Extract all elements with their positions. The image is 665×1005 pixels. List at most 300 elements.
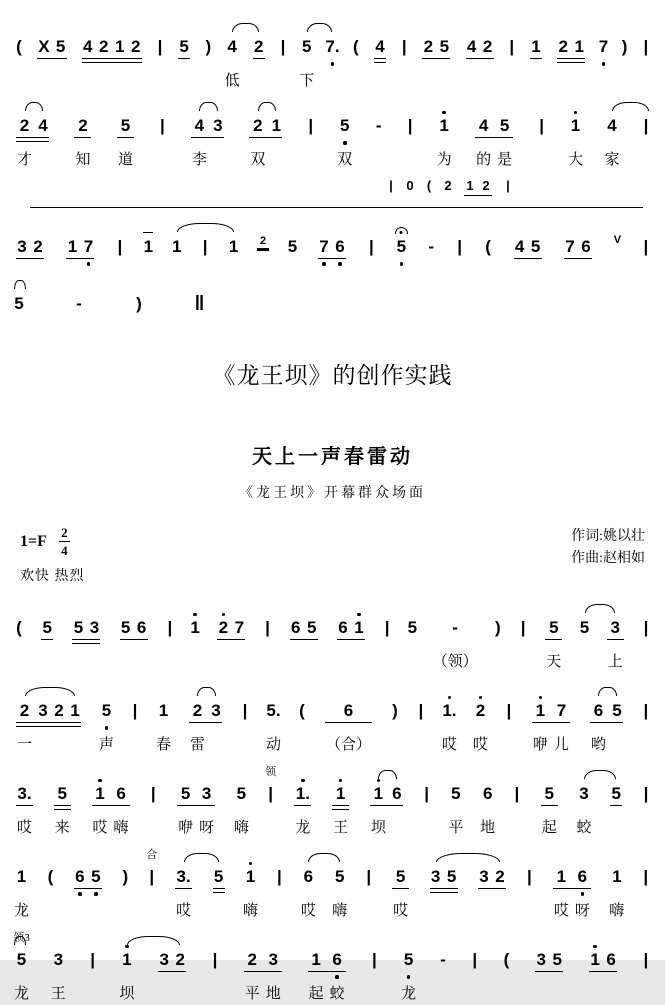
- note-glyph: |: [418, 701, 424, 720]
- note-glyph: 5: [552, 950, 563, 969]
- note-glyph: |: [265, 618, 270, 637]
- barline: [240, 684, 250, 756]
- note-glyph: 1.: [295, 784, 310, 803]
- note-glyph: |: [643, 237, 649, 256]
- note-glyph: 2: [175, 950, 185, 969]
- note-glyph: 2: [192, 701, 203, 720]
- note-token: [426, 220, 436, 270]
- note-glyph: 1: [115, 37, 125, 56]
- note-token: [243, 850, 258, 922]
- note-token: [558, 20, 568, 92]
- beam-group: [72, 99, 93, 171]
- octave-dot-above: [339, 779, 343, 783]
- octave-dot-below: [331, 62, 335, 66]
- barline: [641, 684, 651, 756]
- note-glyph: 6: [136, 618, 147, 637]
- note-glyph: |: [212, 950, 218, 969]
- note-glyph: ): [205, 37, 212, 56]
- note-token: [609, 850, 624, 922]
- note-glyph: 2: [482, 178, 490, 193]
- note-token: [598, 20, 608, 92]
- note-glyph: 6: [291, 618, 301, 637]
- barline: [148, 767, 158, 839]
- slur-tie: [177, 223, 234, 232]
- note-glyph: 2: [78, 116, 88, 135]
- score-meta: [14, 526, 651, 585]
- note-glyph: 5: [611, 784, 621, 803]
- note-token: [45, 850, 55, 922]
- note-glyph: 5: [180, 784, 191, 803]
- note-token: [203, 20, 213, 92]
- note-token: [319, 220, 329, 270]
- note-glyph: 5: [42, 618, 52, 637]
- key-label: 1=F: [20, 532, 47, 550]
- octave-dot-above: [222, 613, 226, 617]
- octave-dot-below: [407, 975, 411, 979]
- lyric: 地: [480, 820, 496, 836]
- note-glyph: 1: [466, 178, 474, 193]
- lyric: 一: [17, 737, 33, 753]
- beam-group: [530, 684, 572, 756]
- note-glyph: 1: [143, 237, 154, 256]
- barline: [263, 601, 273, 673]
- note-glyph: |: [277, 867, 282, 886]
- note-token: [179, 20, 189, 92]
- note-glyph: 5: [55, 37, 66, 56]
- slur-tie: [584, 770, 616, 779]
- octave-dot-below: [105, 726, 109, 730]
- note-glyph: 7: [234, 618, 245, 637]
- lyric: 地: [265, 986, 281, 1002]
- beam-group: [543, 601, 564, 673]
- note-glyph: 1: [612, 867, 622, 886]
- note-glyph: |: [242, 701, 248, 720]
- note-glyph: |: [90, 950, 95, 969]
- beam-group: [539, 767, 560, 839]
- note-token: [75, 99, 90, 171]
- note-glyph: 7: [565, 237, 575, 256]
- beam-group: [176, 20, 192, 92]
- barline: [507, 20, 517, 92]
- note-token: [546, 601, 561, 673]
- barline: [504, 684, 514, 756]
- note-glyph: 3: [213, 116, 223, 135]
- note-glyph: 1: [172, 237, 182, 256]
- voice-annotation: 领3: [13, 932, 30, 944]
- lyric: 龙: [14, 986, 30, 1002]
- note-glyph: 2: [131, 37, 141, 56]
- beam-group: [316, 220, 348, 270]
- note-glyph: 1: [574, 37, 584, 56]
- beam-group: [587, 933, 619, 1005]
- note-glyph: |: [643, 867, 649, 886]
- beam-group: [330, 767, 351, 839]
- slur-tie: [308, 853, 339, 862]
- note-glyph: 2: [423, 37, 434, 56]
- note-token: [467, 20, 477, 92]
- note-token: [493, 601, 503, 673]
- note-glyph: 5: [335, 867, 345, 886]
- note-token: [497, 99, 512, 171]
- note-token: [83, 20, 93, 92]
- note-token: [533, 684, 548, 756]
- beam-group: [90, 767, 132, 839]
- note-glyph: 2: [257, 234, 269, 249]
- note-token: [115, 20, 125, 92]
- note-token: [568, 99, 583, 171]
- lyric: 动: [265, 737, 281, 753]
- note-token: [338, 601, 348, 673]
- note-token: [390, 684, 400, 756]
- lyric: 哎: [92, 820, 108, 836]
- note-token: [337, 99, 352, 171]
- lyric: 知: [75, 152, 91, 168]
- lyricist-credit: 作词:姚以壮: [571, 529, 645, 544]
- note-glyph: 5: [57, 784, 67, 803]
- barline: [518, 601, 528, 673]
- beam-group: [175, 767, 217, 839]
- note-glyph: 5: [499, 116, 510, 135]
- note-glyph: |: [384, 618, 390, 637]
- note-glyph: (: [426, 178, 432, 193]
- barline: [503, 170, 513, 198]
- main-score: [14, 601, 651, 1005]
- octave-dot-above: [593, 945, 597, 949]
- note-token: [502, 933, 512, 1005]
- note-token: [554, 684, 569, 756]
- note-token: [266, 933, 281, 1005]
- note-token: [574, 20, 584, 92]
- octave-dot-below: [322, 262, 326, 266]
- lyric: 咿: [532, 737, 548, 753]
- note-glyph: 7: [319, 237, 329, 256]
- note-glyph: |: [150, 784, 156, 803]
- slur-tie: [258, 102, 277, 111]
- note-glyph: 5.: [266, 701, 281, 720]
- barline: [155, 20, 165, 92]
- note-glyph: 5: [446, 867, 457, 886]
- barline: [386, 170, 396, 198]
- note-glyph: 2: [99, 37, 109, 56]
- final-barline: [194, 277, 204, 327]
- lyric: 平: [448, 820, 464, 836]
- slur-tie: [199, 102, 218, 111]
- note-token: [581, 220, 591, 270]
- note-token: [620, 20, 630, 92]
- note-glyph: 3: [89, 618, 100, 637]
- lyric: 的: [476, 152, 492, 168]
- note-token: [606, 933, 616, 1005]
- barline: [641, 601, 651, 673]
- note-glyph: 6: [303, 867, 314, 886]
- note-glyph: 1: [590, 950, 600, 969]
- note-glyph: 1: [335, 784, 346, 803]
- octave-dot-above: [448, 696, 452, 700]
- note-token: [407, 601, 417, 673]
- note-glyph: 1: [245, 867, 256, 886]
- beam-group: [420, 20, 452, 92]
- fraction-line: [59, 541, 70, 542]
- barline: [382, 601, 392, 673]
- lyric: 蛟: [576, 820, 592, 836]
- note-token: [93, 767, 108, 839]
- note-glyph: 3: [38, 701, 48, 720]
- note-glyph: |: [157, 37, 163, 56]
- note-token: [330, 933, 345, 1005]
- note-glyph: 1: [271, 116, 282, 135]
- lyric: 嗨: [113, 820, 129, 836]
- beam-group: [118, 601, 150, 673]
- note-token: [575, 850, 590, 922]
- barline: [537, 99, 547, 171]
- note-token: [73, 601, 83, 673]
- barline: [641, 933, 651, 1005]
- barline: [524, 850, 534, 922]
- note-glyph: |: [268, 784, 273, 803]
- octave-dot-below: [400, 262, 404, 266]
- note-token: [443, 170, 453, 198]
- lyric: 哎: [553, 903, 569, 919]
- barline: [512, 767, 522, 839]
- note-glyph: 3: [159, 950, 169, 969]
- note-glyph: 5: [395, 867, 406, 886]
- lyric: 哎: [176, 903, 192, 919]
- note-glyph: 7: [83, 237, 94, 256]
- slur-tie: [197, 687, 216, 696]
- slur-tie: [14, 280, 26, 289]
- note-token: [67, 220, 77, 270]
- note-token: [437, 99, 452, 171]
- note-token: [291, 601, 301, 673]
- lyric: 哎: [472, 737, 488, 753]
- slur-tie: [25, 102, 44, 111]
- beam-group: [512, 220, 544, 270]
- slur-tie: [232, 23, 259, 32]
- note-glyph: 5: [403, 950, 414, 969]
- note-glyph: 6: [581, 237, 591, 256]
- note-token: [552, 933, 562, 1005]
- octave-dot-above: [357, 613, 361, 617]
- barline: [306, 99, 316, 171]
- beam-group: [70, 601, 102, 673]
- lyric: 低: [224, 73, 240, 89]
- note-glyph: |: [457, 237, 463, 256]
- note-token: [134, 277, 144, 327]
- note-token: [83, 220, 93, 270]
- note-glyph: 2: [482, 37, 493, 56]
- note-glyph: 6: [606, 950, 616, 969]
- barline: [130, 684, 140, 756]
- note-token: [395, 220, 408, 270]
- note-token: [401, 933, 416, 1005]
- note-token: [234, 601, 244, 673]
- lyric: 道: [117, 152, 133, 168]
- note-token: [483, 20, 493, 92]
- lyric: 王: [50, 986, 66, 1002]
- note-glyph: 7: [556, 701, 567, 720]
- note-glyph: 4: [607, 116, 617, 135]
- lyric: 上: [607, 654, 623, 670]
- divider-line: [30, 207, 643, 208]
- beam-group: [306, 933, 348, 1005]
- lyric: 儿: [553, 737, 569, 753]
- note-glyph: 1: [570, 116, 581, 135]
- note-token: [17, 767, 32, 839]
- octave-dot-below: [87, 262, 91, 266]
- note-glyph: |: [389, 178, 393, 193]
- beam-group: [335, 601, 367, 673]
- note-token: [465, 170, 475, 198]
- note-token: [442, 684, 457, 756]
- note-glyph: 5: [439, 37, 450, 56]
- time-signature: [59, 526, 70, 557]
- note-glyph: 2: [558, 37, 568, 56]
- note-glyph: 3: [610, 618, 620, 637]
- barline: [88, 933, 98, 1005]
- note-glyph: (: [299, 701, 305, 720]
- octave-dot-above: [301, 779, 305, 783]
- note-glyph: 1: [190, 618, 200, 637]
- note-glyph: 5: [549, 618, 559, 637]
- note-token: [14, 20, 24, 92]
- note-glyph: 1: [556, 867, 567, 886]
- beam-group: [35, 20, 68, 92]
- note-glyph: (: [16, 37, 22, 56]
- octave-dot-above: [574, 111, 578, 115]
- note-token: [295, 767, 310, 839]
- key-tempo-block: [20, 526, 85, 585]
- note-glyph: 1: [311, 950, 321, 969]
- note-token: [38, 20, 49, 92]
- main-line-4: [14, 850, 651, 922]
- beam-group: [323, 684, 374, 756]
- note-glyph: |: [539, 116, 544, 135]
- slur-tie: [598, 687, 617, 696]
- lyric: 哎: [300, 903, 316, 919]
- barline: [641, 767, 651, 839]
- note-glyph: 5: [179, 37, 189, 56]
- beam-group: [64, 220, 96, 270]
- octave-dot-above: [442, 111, 446, 115]
- note-token: [335, 220, 345, 270]
- note-token: [55, 767, 70, 839]
- note-glyph: |: [371, 950, 377, 969]
- lyric: 为: [436, 152, 452, 168]
- octave-dot-above: [539, 696, 543, 700]
- note-glyph: 5: [307, 618, 317, 637]
- note-glyph: |: [506, 701, 512, 720]
- note-glyph: (: [485, 237, 491, 256]
- main-line-2: [14, 684, 651, 756]
- note-glyph: 2: [247, 950, 257, 969]
- lyric: 哎: [17, 820, 33, 836]
- note-token: [448, 767, 463, 839]
- lyric: 下: [299, 73, 315, 89]
- note-token: [51, 933, 66, 1005]
- lyric: 哟: [590, 737, 606, 753]
- note-glyph: 5: [213, 867, 224, 886]
- note-glyph: 2: [218, 618, 229, 637]
- note-glyph: 1: [535, 701, 546, 720]
- note-glyph: 6: [338, 618, 348, 637]
- note-token: [17, 220, 27, 270]
- octave-dot-above: [193, 613, 197, 617]
- note-glyph: 5: [101, 701, 112, 720]
- prelude-line-2: [14, 99, 651, 171]
- note-glyph: ‖: [194, 293, 204, 315]
- barline: [422, 767, 432, 839]
- barline: [157, 99, 167, 171]
- credits: [571, 526, 645, 569]
- prelude-line-1: [14, 20, 651, 92]
- lyric: 嗨: [609, 903, 625, 919]
- note-token: [307, 601, 317, 673]
- key-signature: [20, 526, 85, 557]
- note-glyph: |: [643, 618, 649, 637]
- note-glyph: 3: [479, 867, 489, 886]
- note-token: [309, 933, 324, 1005]
- note-token: [199, 767, 214, 839]
- slur-tie: [612, 102, 649, 111]
- barline: [274, 850, 284, 922]
- note-token: [612, 220, 622, 270]
- barline: [366, 220, 376, 270]
- note-token: [374, 99, 384, 171]
- note-token: [375, 20, 385, 92]
- note-glyph: |: [509, 37, 515, 56]
- note-glyph: 1: [67, 237, 78, 256]
- note-token: [42, 601, 52, 673]
- note-glyph: 7.: [325, 37, 340, 56]
- note-glyph: (: [47, 867, 54, 886]
- beam-group: [292, 767, 313, 839]
- note-glyph: 3: [430, 867, 441, 886]
- note-token: [143, 220, 153, 270]
- note-glyph: 6: [75, 867, 85, 886]
- note-glyph: -: [452, 618, 458, 637]
- note-token: [218, 601, 228, 673]
- note-glyph: 5: [16, 950, 27, 969]
- note-token: [33, 220, 43, 270]
- lyric: 龙: [401, 986, 417, 1002]
- note-token: [351, 20, 361, 92]
- note-token: [234, 767, 249, 839]
- note-glyph: -: [428, 237, 435, 256]
- note-glyph: 1.: [442, 701, 457, 720]
- beam-group: [215, 601, 247, 673]
- note-glyph: |: [527, 867, 532, 886]
- note-glyph: 3: [268, 950, 278, 969]
- note-glyph: 0: [406, 178, 414, 193]
- note-glyph: |: [643, 784, 649, 803]
- barline: [369, 933, 379, 1005]
- note-glyph: 1: [373, 784, 384, 803]
- previous-song-ending: [14, 20, 651, 327]
- note-glyph: 3: [579, 784, 589, 803]
- note-token: [56, 20, 66, 92]
- barline: [470, 933, 480, 1005]
- lyric: 李: [191, 152, 207, 168]
- note-token: [120, 850, 130, 922]
- note-glyph: 2: [54, 701, 64, 720]
- beam-group: [533, 933, 565, 1005]
- beam-group: [52, 767, 73, 839]
- note-glyph: 5: [396, 237, 407, 256]
- barline: [405, 99, 415, 171]
- lyric: 双: [250, 152, 266, 168]
- note-glyph: |: [643, 701, 649, 720]
- note-glyph: |: [472, 950, 478, 969]
